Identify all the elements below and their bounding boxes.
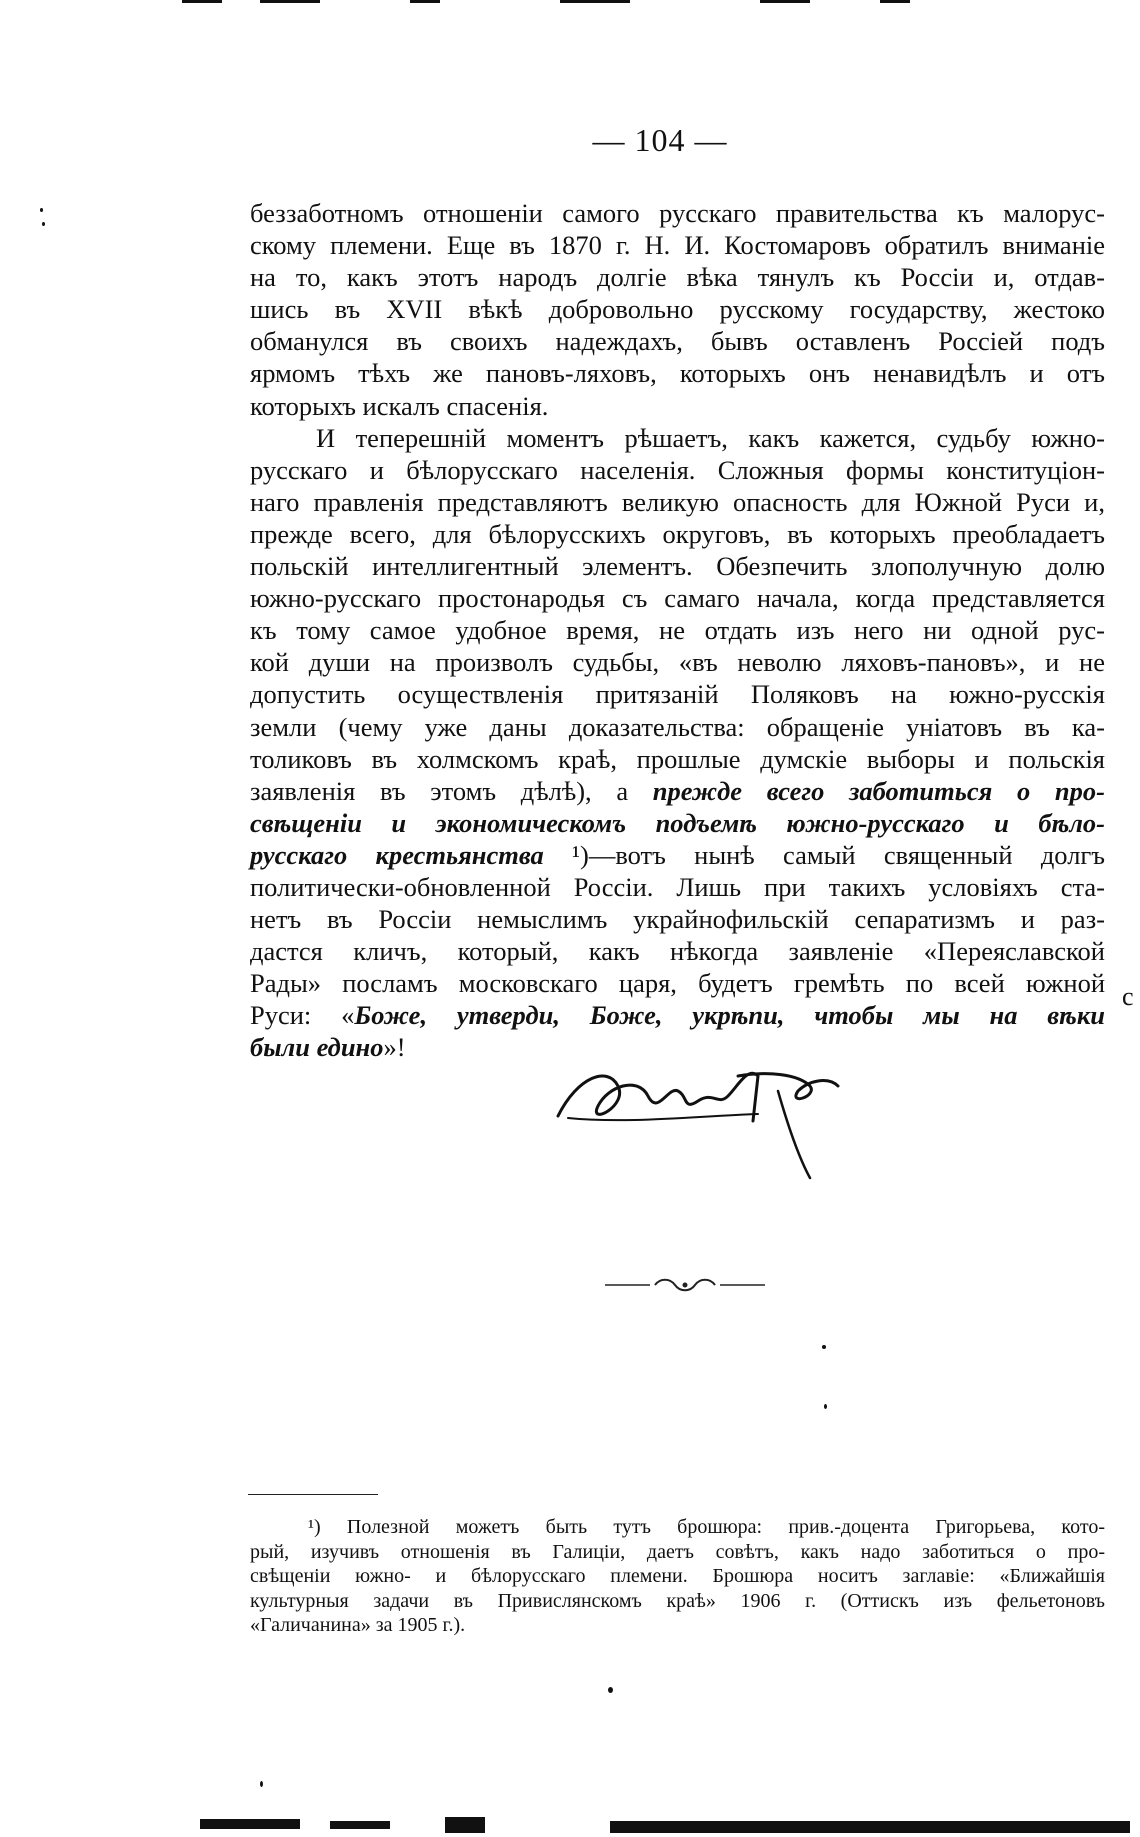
- text-line: [250, 839, 1105, 871]
- text-line: беззаботномъ отношеніи самого русскаго правительства къ малорус-: [250, 198, 1105, 228]
- section-ornament: [600, 1276, 770, 1294]
- text-line: земли (чему уже даны доказательства: обращеніе уніатовъ въ ка-: [250, 711, 1105, 742]
- text-line: скому племени. Еще въ 1870 г. Н. И. Костомаровъ обратилъ вниманіе: [250, 230, 1105, 261]
- ink-speck: [822, 1345, 826, 1349]
- text-line: къ тому самое удобное время, не отдать изъ него ни одной рус-: [250, 615, 1105, 646]
- footnote-rule: [248, 1494, 378, 1495]
- footnote: [250, 1515, 1105, 1638]
- emphasized-text: русскаго крестьянства: [250, 839, 544, 870]
- paragraph-2: [250, 422, 1105, 1064]
- text-fragment: заявленія въ этомъ дѣлѣ), а: [250, 775, 653, 806]
- text-line: кой души на произволъ судьбы, «въ неволю ляховъ-пановъ», и не: [250, 647, 1105, 678]
- text-fragment: ¹)—вотъ нынѣ самый священный долгъ: [543, 839, 1105, 870]
- text-line: польскій интеллигентный элементъ. Обезпечить злополучную долю: [250, 551, 1105, 582]
- text-line: допустить осуществленія притязаній Поляковъ на южно-русскія: [250, 679, 1105, 710]
- text-line: дастся кличъ, который, какъ нѣкогда заявленіе «Переяславской: [250, 936, 1105, 967]
- text-line: русскаго и бѣлорусскаго населенія. Сложныя формы конституціон-: [250, 454, 1105, 485]
- text-line: [250, 999, 1105, 1031]
- handwritten-signature: [548, 1046, 858, 1186]
- text-fragment: »!: [383, 1032, 406, 1063]
- text-line: шись въ XVII вѣкѣ добровольно русскому государству, жестоко: [250, 294, 1105, 325]
- text-line: И теперешній моментъ рѣшаетъ, какъ кажется, судьбу южно-: [316, 422, 1105, 453]
- ink-speck: [608, 1687, 613, 1693]
- scan-bottom-edge: [0, 1815, 1140, 1837]
- footnote-line: рый, изучивъ отношенія въ Галиціи, даетъ совѣтъ, какъ надо заботиться о про-: [250, 1540, 1105, 1563]
- ink-speck: [40, 208, 43, 212]
- text-line: ярмомъ тѣхъ же пановъ-ляховъ, которыхъ онъ ненавидѣлъ и отъ: [250, 358, 1105, 389]
- emphasized-line: свѣщеніи и экономическомъ подъемѣ южно-русскаго и бѣло-: [250, 807, 1105, 838]
- emphasized-text: Боже, утверди, Боже, укрѣпи, чтобы мы на вѣки: [354, 1000, 1105, 1031]
- text-line: нетъ въ Россіи немыслимъ украйнофильскій сепаратизмъ и раз-: [250, 904, 1105, 935]
- footnote-line: ¹) Полезной можетъ быть тутъ брошюра: прив.-доцента Григорьева, кото-: [308, 1516, 1105, 1538]
- emphasized-text: прежде всего заботиться о про-: [652, 775, 1105, 806]
- ink-speck: [42, 222, 45, 226]
- page-number: — 104 —: [592, 122, 728, 158]
- text-line: толиковъ въ холмскомъ краѣ, прошлые думскіе выборы и польскія: [250, 743, 1105, 774]
- paragraph-1: [250, 197, 1105, 422]
- margin-mark: с: [1122, 982, 1134, 1011]
- text-line: на то, какъ этотъ народъ долгіе вѣка тянулъ къ Россіи и, отдав-: [250, 262, 1105, 293]
- text-line: Рады» посламъ московскаго царя, будетъ гремѣть по всей южной: [250, 968, 1105, 999]
- text-line: обманулся въ своихъ надеждахъ, бывъ оставленъ Россіей подъ: [250, 326, 1105, 357]
- ink-speck: [824, 1404, 827, 1409]
- text-line: политически-обновленной Россіи. Лишь при такихъ условіяхъ ста-: [250, 871, 1105, 902]
- ink-speck: [260, 1781, 263, 1787]
- text-fragment: Руси: «: [250, 1000, 355, 1031]
- emphasized-text: были едино: [250, 1032, 384, 1063]
- footnote-line: свѣщеніи южно- и бѣлорусскаго племени. Брошюра носитъ заглавіе: «Ближайшія: [250, 1565, 1105, 1587]
- text-line: [250, 775, 1105, 807]
- scan-top-edge: [0, 0, 1140, 14]
- text-line: южно-русскаго простонародья съ самаго начала, когда представляется: [250, 583, 1105, 614]
- main-text: [250, 197, 1105, 1064]
- text-line: которыхъ искалъ спасенія.: [250, 390, 549, 421]
- text-line: прежде всего, для бѣлорусскихъ округовъ, въ которыхъ преобладаетъ: [250, 518, 1105, 549]
- footnote-line: культурныя задачи въ Привислянскомъ краѣ» 1906 г. (Оттискъ изъ фельетоновъ: [250, 1589, 1105, 1612]
- footnote-line: «Галичанина» за 1905 г.).: [250, 1614, 466, 1636]
- text-line: наго правленія представляютъ великую опасность для Южной Руси и,: [250, 486, 1105, 517]
